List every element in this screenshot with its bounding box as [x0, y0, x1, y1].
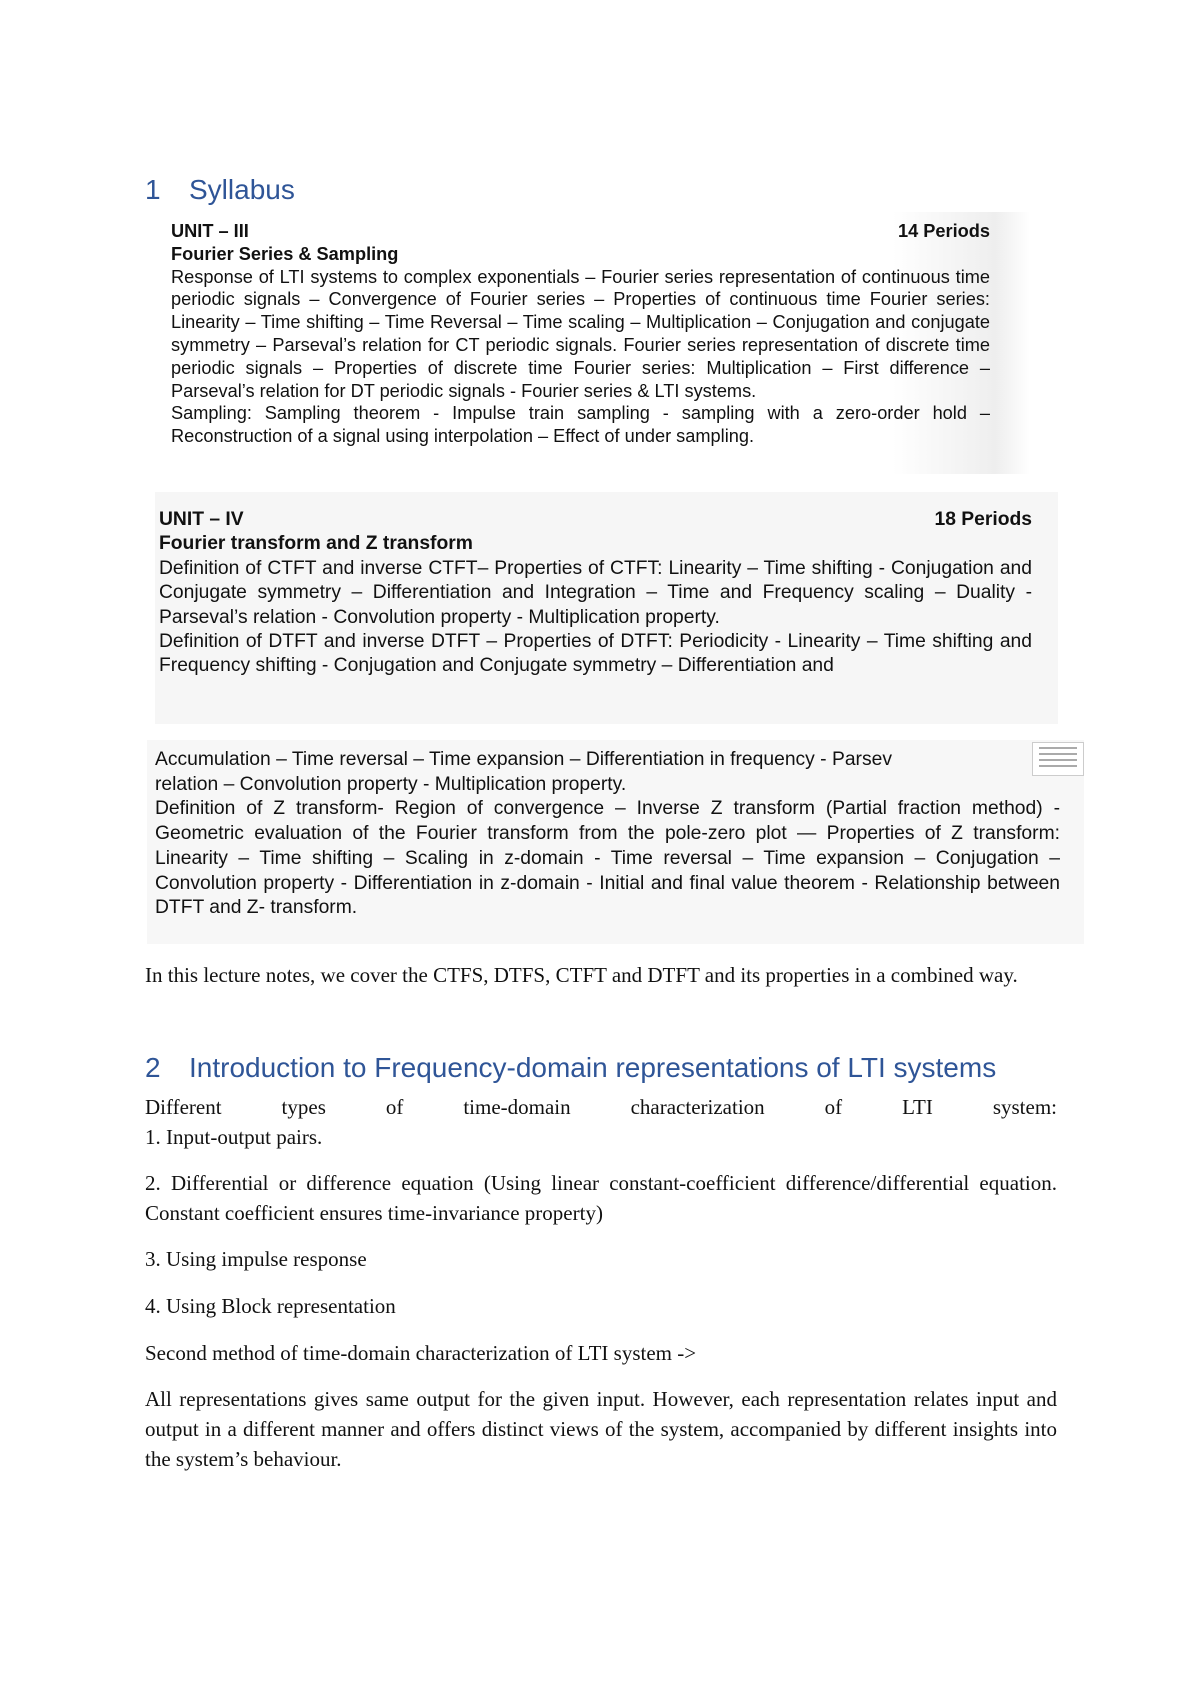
types-word: of [824, 1095, 843, 1119]
types-word: characterization [630, 1095, 765, 1119]
unit-description-line: Accumulation – Time reversal – Time expansion – Differentiation in frequency - Parsev [155, 749, 892, 770]
unit-4-syllabus-image [155, 492, 1058, 724]
types-line [145, 1092, 1057, 1122]
types-word: of [385, 1095, 404, 1119]
section-title: Syllabus [189, 174, 295, 205]
unit-3-syllabus-image [170, 212, 1030, 474]
unit-label: UNIT – III [171, 221, 249, 241]
section-number: 2 [145, 1052, 161, 1083]
unit-description: Definition of Z transform- Region of convergence – Inverse Z transform (Partial fraction method) - Geometric evaluation of the Fourier transform from the pole-zero plot — Properties of Z transform: Linearity – Time shifting – Scaling in z-domain - Time reversal – Time expansion – Conjugation – Convolution property - Differentiation in z-domain - Initial and final value theorem - Relationship between DTFT and Z- transform. [155, 798, 1060, 919]
types-word: time-domain [463, 1095, 571, 1119]
intro-paragraph: In this lecture notes, we cover the CTFS, DTFS, CTFT and DTFT and its properties in a combined way. [145, 963, 1018, 987]
closing-paragraph: All representations gives same output for the given input. However, each representation relates input and output in a different manner and offers distinct views of the system, accompanied by different insights into the system’s behaviour. [145, 1387, 1057, 1471]
unit-description: Sampling: Sampling theorem - Impulse train sampling - sampling with a zero-order hold – Reconstruction of a signal using interpolation – Effect of under sampling. [171, 403, 990, 447]
unit-description: Response of LTI systems to complex exponentials – Fourier series representation of continuous time periodic signals – Convergence of Fourier series – Properties of continuous time Fourier series: Linearity – Time shifting – Time Reversal – Time scaling – Multiplication – Conjugation and conjugate symmetry – Parseval’s relation for CT periodic signals. Fourier series representation of discrete time periodic signals – Properties of discrete time Fourier series: Multiplication – First difference – Parseval’s relation for DT periodic signals - Fourier series & LTI systems. [171, 266, 990, 401]
unit-description: Definition of DTFT and inverse DTFT – Properties of DTFT: Periodicity - Linearity – Time shifting and Frequency shifting - Conjugation and Conjugate symmetry – Differentiation and [159, 631, 1032, 677]
list-item: 4. Using Block representation [145, 1294, 396, 1318]
second-method-text: Second method of time-domain characterization of LTI system -> [145, 1341, 697, 1365]
list-item: 1. Input-output pairs. [145, 1125, 323, 1149]
list-item: 2. Differential or difference equation (Using linear constant-coefficient difference/differential equation. Constant coefficient ensures time-invariance property) [145, 1171, 1057, 1225]
section-heading-introduction [145, 1052, 996, 1084]
unit-header [171, 220, 990, 243]
section-heading-syllabus [145, 174, 295, 206]
section-title: Introduction to Frequency-domain representations of LTI systems [189, 1052, 997, 1083]
types-word: types [281, 1095, 326, 1119]
unit-label: UNIT – IV [159, 509, 244, 530]
types-word: system: [992, 1095, 1057, 1119]
types-word: Different [145, 1095, 222, 1119]
unit-title: Fourier transform and Z transform [159, 533, 473, 555]
unit-periods: 18 Periods [934, 509, 1032, 530]
document-thumbnail-icon [1032, 742, 1084, 776]
unit-description-line: relation – Convolution property - Multiplication property. [155, 773, 627, 795]
unit-description: Definition of CTFT and inverse CTFT– Properties of CTFT: Linearity – Time shifting - Conjugation and Conjugate symmetry – Differentiation and Integration – Time and Frequency scaling – Duality - Parseval’s relation - Convolution property - Multiplication property. [159, 557, 1032, 628]
unit-title: Fourier Series & Sampling [171, 243, 399, 264]
unit-header [159, 508, 1032, 532]
unit-4-continued-image [147, 740, 1084, 944]
section-number: 1 [145, 174, 161, 205]
list-item: 3. Using impulse response [145, 1247, 367, 1271]
unit-periods: 14 Periods [898, 221, 990, 241]
types-word: LTI [902, 1095, 933, 1119]
